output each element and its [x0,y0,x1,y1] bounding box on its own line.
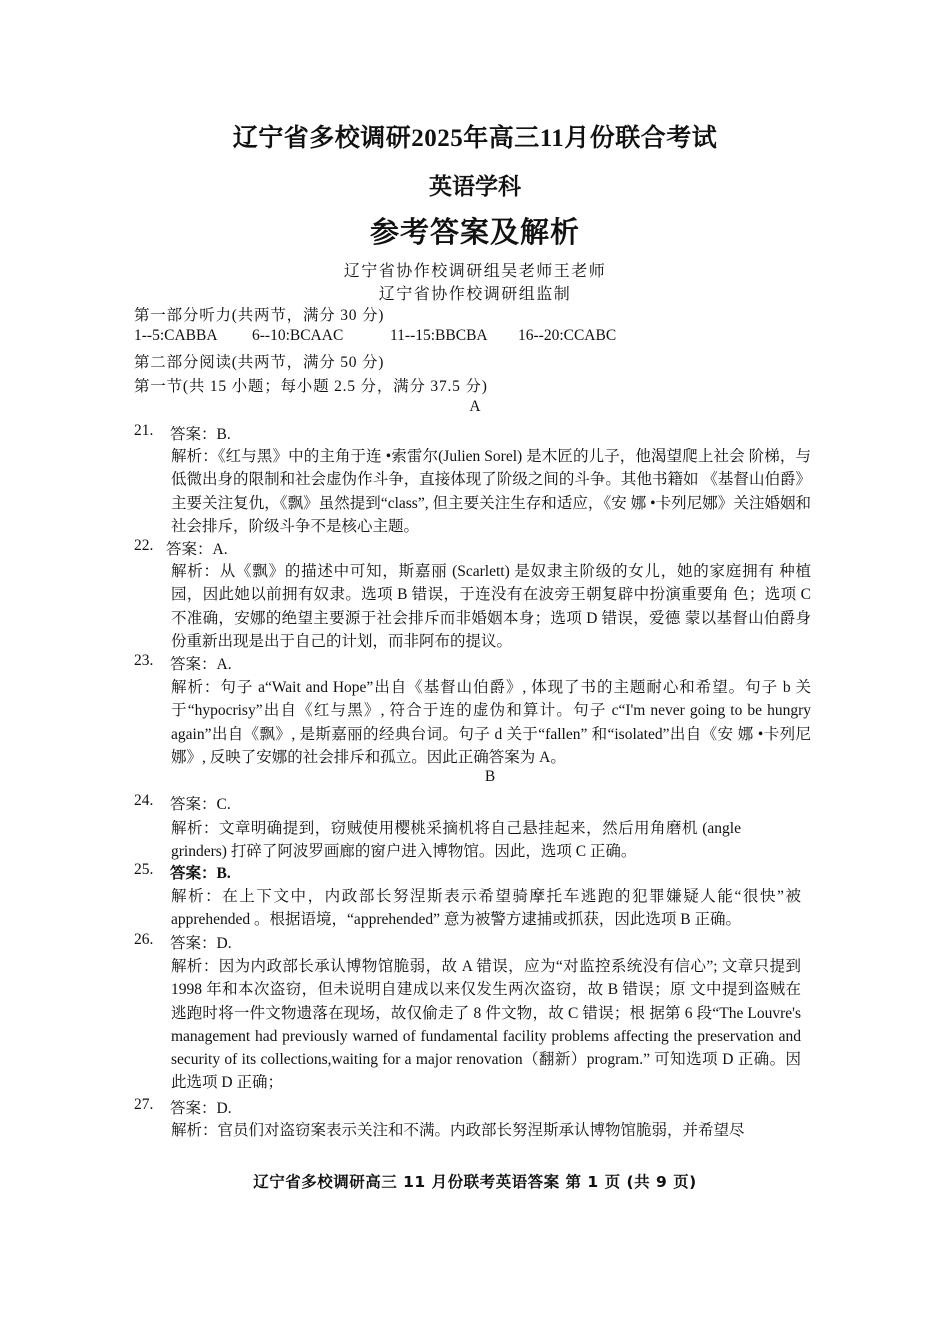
question-answer: 答案：B. [170,865,231,882]
question-number: 23. [134,652,154,669]
question-number: 25. [134,861,154,878]
listening-answer-group: 11--15:BBCBA [390,327,488,344]
question-number: 24. [134,792,154,809]
listening-answer-group: 16--20:CCABC [518,327,617,344]
page-footer: 辽宁省多校调研高三 11 月份联考英语答案 第 1 页 (共 9 页) [253,1173,697,1191]
question-number: 26. [134,931,154,948]
question-explanation: 解析：文章明确提到，窃贼使用樱桃采摘机将自己悬挂起来，然后用角磨机 (angle grinders) 打碎了阿波罗画廊的窗户进入博物馆。因此，选项 C 正确。 [171,820,741,861]
exam-title: 辽宁省多校调研2025年高三11月份联合考试 [232,125,718,152]
question-number: 22. [134,537,154,554]
document-title: 参考答案及解析 [369,217,580,249]
passage-b-label: B [484,768,496,785]
listening-answer-group: 1--5:CABBA [134,327,218,344]
question-answer: 答案：D. [170,935,232,952]
question-explanation: 解析：从《飘》的描述中可知，斯嘉丽 (Scarlett) 是奴隶主阶级的女儿，她的家庭拥有 种植园，因此她以前拥有奴隶。选项 B 错误，于连没有在波旁王朝复辟中扮演重要角 色；选项 C 不准确，安娜的绝望主要源于社会排斥而非婚姻本身；选项 D 错误，爱德 蒙以基督山伯爵身份重新出现是出于自己的计划，而非阿布的提议。 [171,563,811,650]
question-explanation: 解析：官员们对盗窃案表示关注和不满。内政部长努涅斯承认博物馆脆弱，并希望尽 [171,1122,745,1139]
subject-title: 英语学科 [429,174,521,199]
part1-heading: 第一部分听力(共两节，满分 30 分) [134,307,385,324]
passage-a-label: A [469,398,481,415]
question-answer: 答案：B. [170,426,231,443]
author-line-1: 辽宁省协作校调研组吴老师王老师 [343,261,607,280]
listening-answer-group: 6--10:BCAAC [252,327,344,344]
question-explanation: 解析：在上下文中，内政部长努涅斯表示希望骑摩托车逃跑的犯罪嫌疑人能“很快”被 apprehended 。根据语境，“apprehended” 意为被警方逮捕或抓获，因此选项 B 正确。 [171,888,801,929]
part2-heading: 第二部分阅读(共两节，满分 50 分) [134,354,385,371]
listening-answers [134,327,638,345]
question-answer: 答案：A. [170,656,232,673]
question-explanation: 解析：因为内政部长承认博物馆脆弱，故 A 错误，应为“对监控系统没有信心”; 文章只提到 1998 年和本次盗窃，但未说明自建成以来仅发生两次盗窃，故 B 错误；原 文中提到盗贼在逃跑时将一件文物遗落在现场，故仅偷走了 8 件文物，故 C 错误；根 据第 6 段“The Louvre's management had previously warned of fundamental facility problems affecting the preservation and security of its collections,waiting for a major renovation（翻新）program.” 可知选项 D 正确。因此选项 D 正确； [171,958,801,1092]
question-number: 27. [134,1096,154,1113]
question-explanation: 解析：句子 a“Wait and Hope”出自《基督山伯爵》, 体现了书的主题耐心和希望。句子 b 关于“hypocrisy”出自《红与黑》, 符合于连的虚伪和算计。句子 c“I'm never going to be hungry again”出自《飘》, 是斯嘉丽的经典台词。句子 d 关于“fallen” 和“isolated”出自《安 娜 •卡列尼娜》, 反映了安娜的社会排斥和孤立。因此正确答案为 A。 [171,679,811,766]
question-explanation: 解析：《红与黑》中的主角于连 •索雷尔(Julien Sorel) 是木匠的儿子，他渴望爬上社会 阶梯，与低微出身的限制和社会虚伪作斗争，直接体现了阶级之间的斗争。其他书籍如 《基督山伯爵》主要关注复仇，《飘》虽然提到“class”, 但主要关注生存和适应，《安 娜 •卡列尼娜》关注婚姻和社会排斥，阶级斗争不是核心主题。 [171,448,811,535]
question-answer: 答案：D. [170,1100,232,1117]
question-number: 21. [134,422,154,439]
section1-heading: 第一节(共 15 小题；每小题 2.5 分，满分 37.5 分) [134,378,488,395]
question-answer: 答案：C. [170,796,231,813]
author-line-2: 辽宁省协作校调研组监制 [378,284,572,303]
question-answer: 答案：A. [166,541,228,558]
